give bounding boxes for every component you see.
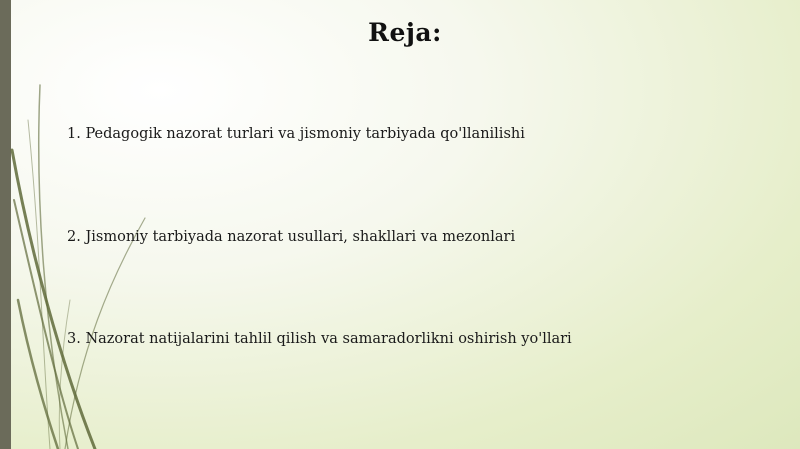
grass-blade <box>18 300 58 449</box>
grass-blade <box>39 85 68 449</box>
grass-blade <box>28 120 50 449</box>
grass-blade <box>59 300 70 449</box>
plan-item-1: 1. Pedagogik nazorat turlari va jismoniy tarbiyada qo'llanilishi <box>67 126 525 142</box>
slide-title: Reja: <box>368 18 442 47</box>
slide-left-bar <box>0 0 11 449</box>
plan-item-3: 3. Nazorat natijalarini tahlil qilish va samaradorlikni oshirish yo'llari <box>67 331 572 347</box>
grass-blade <box>12 150 95 449</box>
plan-item-2: 2. Jismoniy tarbiyada nazorat usullari, shakllari va mezonlari <box>67 229 516 245</box>
